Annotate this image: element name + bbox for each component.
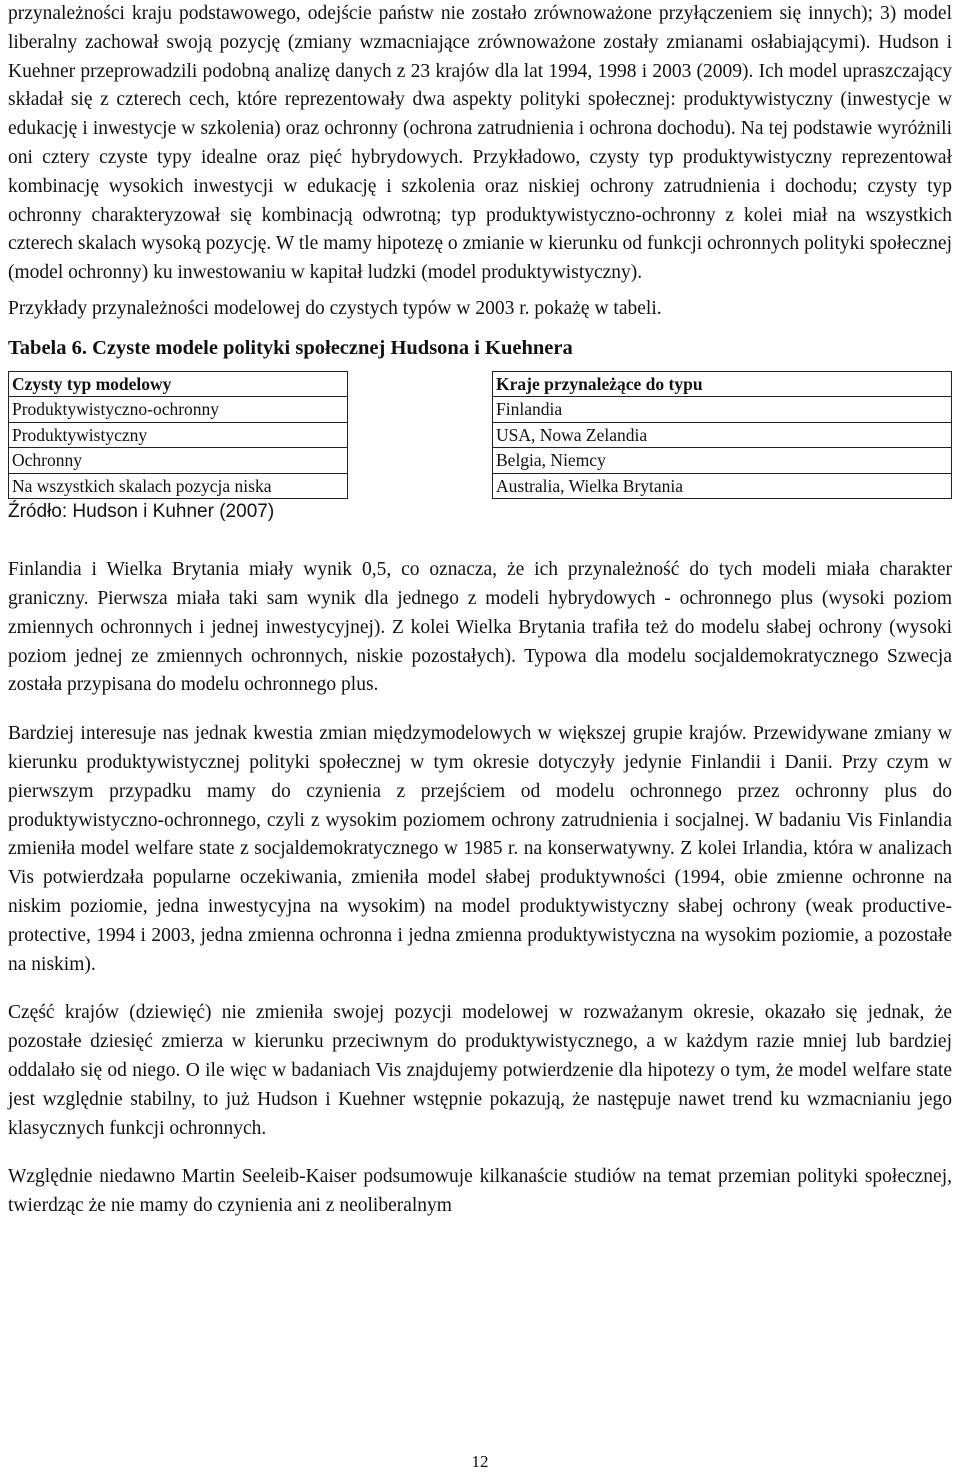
table-row (9, 448, 952, 474)
cell-model: Ochronny (9, 448, 348, 474)
header-spacer (348, 371, 493, 397)
paragraph-3: Finlandia i Wielka Brytania miały wynik 0,5, co oznacza, że ich przynależność do tych modeli miała charakter graniczny. Pierwsza miała taki sam wynik dla jednego z modeli hybrydowych - ochronnego plus (wysoki poziom zmiennych ochronnych i jednej inwestycyjnej). Z kolei Wielka Brytania trafiła też do modelu słabej ochrony (wysoki poziom jednej ze zmiennych ochronnych, niskie pozostałych). Typowa dla modelu socjaldemokratycznego Szwecja została przypisana do modelu ochronnego plus. (8, 559, 952, 696)
table-caption: Tabela 6. Czyste modele polityki społecznej Hudsona i Kuehnera (8, 336, 573, 359)
cell-countries: Australia, Wielka Brytania (493, 473, 952, 499)
paragraph-4: Bardziej interesuje nas jednak kwestia zmian międzymodelowych w większej grupie krajów. Przewidywane zmiany w kierunku produktywistycznej polityki społecznej w tym okresie dotyczyły jedynie Finlandii i Danii. Przy czym w pierwszym przypadku mamy do czynienia z przejściem od modelu ochronnego przez ochronny plus do produktywistyczno-ochronnego, czyli z wysokim poziomem ochrony zatrudnienia i socjalnej. W badaniu Vis Finlandia zmieniła model welfare state z socjaldemokratycznego w 1985 r. na konserwatywny. Z kolei Irlandia, która w analizach Vis potwierdzała popularne oczekiwania, zmieniła model słabej produktywności (1994, obie zmienne ochronne na niskim poziomie, jedna inwestycyjna na wysokim) na model produktywistyczny słabej ochrony (weak productive-protective, 1994 i 2003, jedna zmienna ochronna i jedna zmienna produktywistyczna na wysokim poziomie, a pozostałe na niskim). (8, 723, 952, 975)
page-number: 12 (471, 1452, 489, 1471)
paragraph-6: Względnie niedawno Martin Seeleib-Kaiser podsumowuje kilkanaście studiów na temat przemian polityki społecznej, twierdząc że nie mamy do czynienia ani z neoliberalnym (8, 1166, 952, 1217)
cell-spacer (348, 422, 493, 448)
cell-countries: USA, Nowa Zelandia (493, 422, 952, 448)
cell-countries: Belgia, Niemcy (493, 448, 952, 474)
paragraph-5: Część krajów (dziewięć) nie zmieniła swojej pozycji modelowej w rozważanym okresie, okazało się jednak, że pozostałe dziesięć zmierza w kierunku przeciwnym do produktywistycznego, a w każdym razie mniej lub bardziej oddalało się od niego. O ile więc w badaniach Vis znajdujemy potwierdzenie dla hipotezy o tym, że model welfare state jest względnie stabilny, to już Hudson i Kuehner wstępnie pokazują, że następuje nawet trend ku wzmacnianiu jego klasycznych funkcji ochronnych. (8, 1002, 952, 1139)
table-header-row (9, 371, 952, 397)
paragraph-2: Przykłady przynależności modelowej do czystych typów w 2003 r. pokażę w tabeli. (8, 297, 662, 319)
table-row (9, 473, 952, 499)
table-source: Źródło: Hudson i Kuhner (2007) (8, 501, 275, 523)
cell-spacer (348, 397, 493, 423)
document-page (8, 0, 952, 1221)
cell-countries: Finlandia (493, 397, 952, 423)
cell-model: Na wszystkich skalach pozycja niska (9, 473, 348, 499)
table-row (9, 397, 952, 423)
cell-model: Produktywistyczny (9, 422, 348, 448)
cell-model: Produktywistyczno-ochronny (9, 397, 348, 423)
table-row (9, 422, 952, 448)
models-table (8, 371, 952, 500)
cell-spacer (348, 473, 493, 499)
header-countries: Kraje przynależące do typu (493, 371, 952, 397)
cell-spacer (348, 448, 493, 474)
paragraph-1: przynależności kraju podstawowego, odejście państw nie zostało zrównoważone przyłączeniem się innych); 3) model liberalny zachował swoją pozycję (zmiany wzmacniające zrównoważone zostały zmianami osłabiającymi). Hudson i Kuehner przeprowadzili podobną analizę danych z 23 krajów dla lat 1994, 1998 i 2003 (2009). Ich model upraszczający składał się z czterech cech, które reprezentowały dwa aspekty polityki społecznej: produktywistyczny (inwestycje w edukację i inwestycje w szkolenia) oraz ochronny (ochrona zatrudnienia i ochrona dochodu). Na tej podstawie wyróżnili oni cztery czyste typy idealne oraz pięć hybrydowych. Przykładowo, czysty typ produktywistyczny reprezentował kombinację wysokich inwestycji w edukację i szkolenia oraz niskiej ochrony zatrudnienia i dochodu; czysty typ ochronny charakteryzował się kombinacją odwrotną; typ produktywistyczno-ochronny z kolei miał na wszystkich czterech skalach wysoką pozycję. W tle mamy hipotezę o zmianie w kierunku od funkcji ochronnych polityki społecznej (model ochronny) ku inwestowaniu w kapitał ludzki (model produktywistyczny). (8, 3, 952, 284)
header-model-type: Czysty typ modelowy (9, 371, 348, 397)
